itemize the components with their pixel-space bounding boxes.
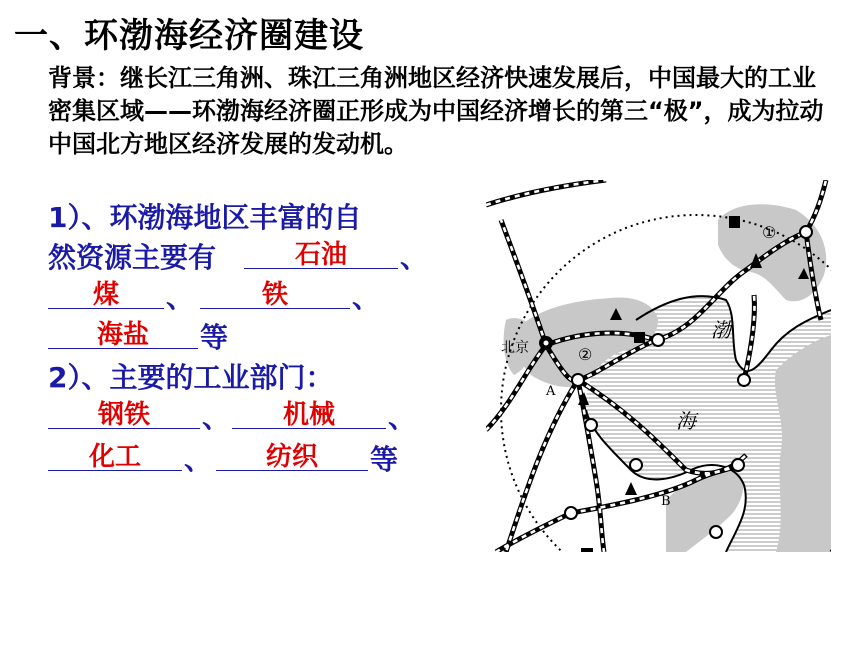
q2-blank-4 [216, 440, 368, 471]
q2-blank-2 [232, 398, 386, 429]
question-1 [48, 196, 448, 354]
q2-blank-1 [48, 398, 200, 429]
q2-suffix: 等 [370, 443, 399, 476]
region-east [775, 335, 831, 552]
label-circle-2: ② [578, 345, 593, 364]
q1-blank-3 [200, 278, 350, 309]
label-beijing: 北京 [501, 340, 529, 356]
page-title: 一、环渤海经济圈建设 [14, 16, 364, 56]
q2-answer-2: 机械 [282, 400, 335, 430]
q2-sep-1: 、 [202, 401, 231, 434]
q1-sep-2: 、 [166, 281, 195, 314]
label-hai: 海 [676, 409, 696, 433]
label-b: B [661, 494, 671, 509]
q1-suffix: 等 [200, 321, 229, 354]
q1-line2 [48, 236, 216, 276]
q1-answer-4: 海盐 [96, 320, 149, 350]
label-bo: 渤 [711, 318, 731, 342]
map-svg [486, 180, 831, 552]
label-circle-1: ① [762, 223, 777, 242]
q2-answer-3: 化工 [88, 442, 141, 472]
q1-sep-1: 、 [400, 241, 429, 274]
q1-sep-3: 、 [352, 281, 381, 314]
q2-answer-4: 纺织 [265, 442, 318, 472]
q2-blank-3 [48, 440, 182, 471]
q2-prefix: 2）、主要的工业部门： [48, 361, 334, 394]
q1-blank-1 [244, 238, 398, 269]
q2-answer-1: 钢铁 [97, 400, 150, 430]
q1-prefix: 然资源主要有 [48, 241, 217, 274]
question-2 [48, 356, 448, 476]
q1-answer-1: 石油 [294, 240, 347, 270]
label-a: A [546, 384, 556, 399]
q1-answer-2: 煤 [92, 280, 119, 310]
q2-sep-2: 、 [388, 401, 417, 434]
q1-blank-2 [48, 278, 164, 309]
q2-sep-3: 、 [184, 443, 213, 476]
background-paragraph: 背景：继长江三角洲、珠江三角洲地区经济快速发展后，中国最大的工业密集区域——环渤海经济圈正形成为中国经济增长的第三“极”，成为拉动中国北方地区经济发展的发动机。 [48, 64, 824, 158]
bohai-map [486, 180, 831, 552]
q1-line1: 1）、环渤海地区丰富的自 [48, 201, 362, 234]
q1-answer-3: 铁 [261, 280, 288, 310]
q1-blank-4 [48, 318, 198, 349]
